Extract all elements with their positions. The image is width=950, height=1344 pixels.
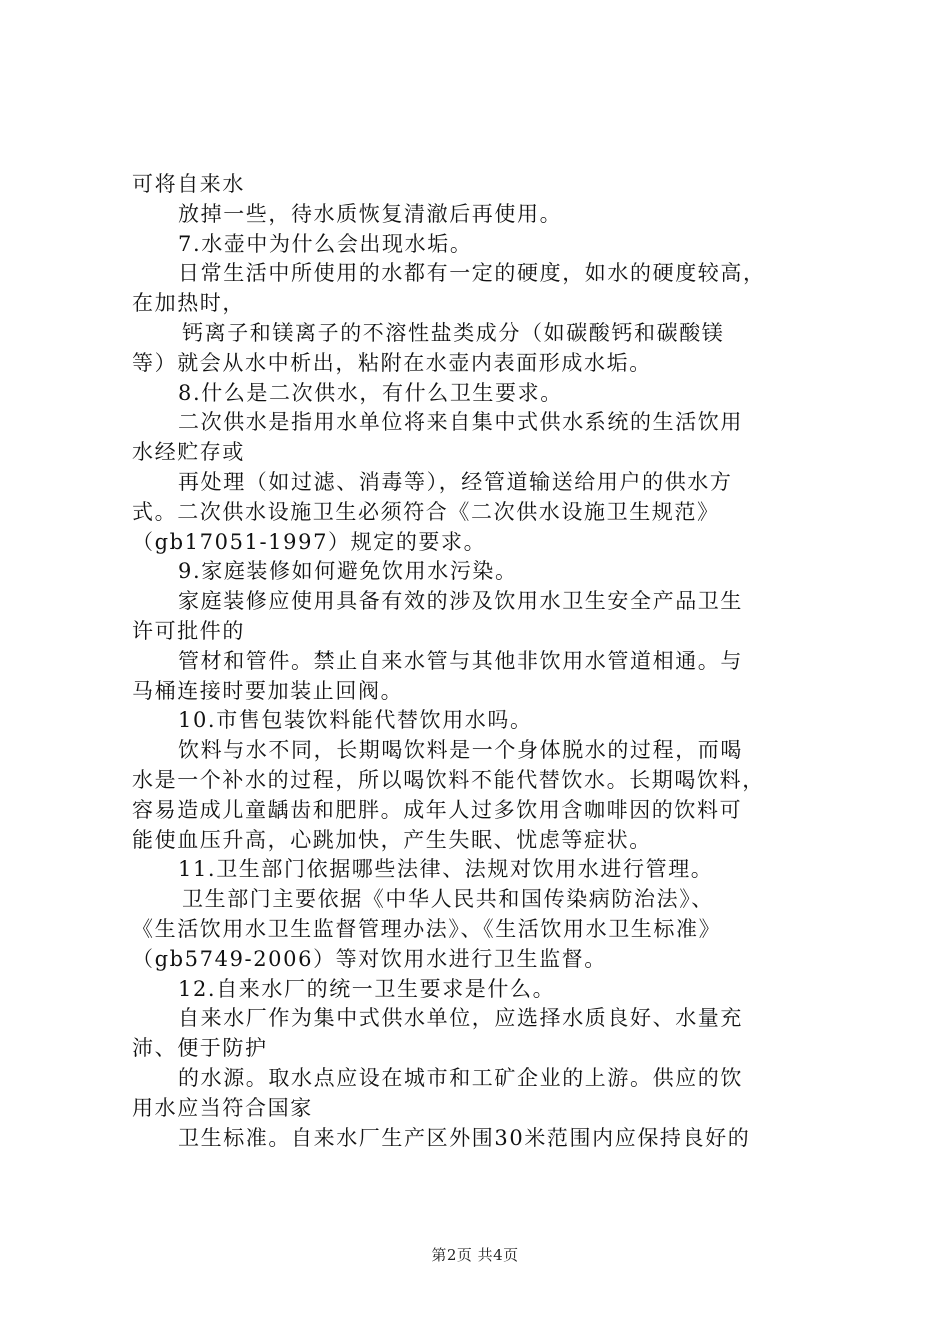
- text-line: 用水应当符合国家: [132, 1095, 313, 1120]
- question-heading: 8.什么是二次供水，有什么卫生要求。: [178, 380, 563, 405]
- text-line: 管材和管件。禁止自来水管与其他非饮用水管道相通。与: [178, 648, 743, 673]
- text-line: 等）就会从水中析出，粘附在水壶内表面形成水垢。: [132, 350, 652, 375]
- question-heading: 9.家庭装修如何避免饮用水污染。: [178, 559, 518, 584]
- text-line: 日常生活中所使用的水都有一定的硬度，如水的硬度较高，: [178, 261, 766, 286]
- question-heading: 7.水壶中为什么会出现水垢。: [178, 231, 473, 256]
- text-line: 钙离子和镁离子的不溶性盐类成分（如碳酸钙和碳酸镁: [182, 320, 725, 345]
- text-line: （gb5749-2006）等对饮用水进行卫生监督。: [132, 946, 607, 971]
- text-line: 家庭装修应使用具备有效的涉及饮用水卫生安全产品卫生: [178, 589, 743, 614]
- page-number-footer: 第2页 共4页: [431, 1246, 519, 1264]
- text-line: 水是一个补水的过程，所以喝饮料不能代替饮水。长期喝饮料，: [132, 767, 765, 792]
- text-line: 卫生部门主要依据《中华人民共和国传染病防治法》、: [182, 887, 714, 912]
- text-line: （gb17051-1997）规定的要求。: [132, 529, 487, 554]
- text-line: 可将自来水: [132, 172, 245, 196]
- text-line: 《生活饮用水卫生监督管理办法》、《生活饮用水卫生标准》: [132, 916, 722, 941]
- text-line: 许可批件的: [132, 618, 245, 643]
- text-line: 水经贮存或: [132, 440, 245, 465]
- text-line: 能使血压升高，心跳加快，产生失眠、忧虑等症状。: [132, 827, 652, 852]
- text-line: 在加热时，: [132, 291, 245, 316]
- text-line: 二次供水是指用水单位将来自集中式供水系统的生活饮用: [178, 410, 743, 435]
- question-heading: 10.市售包装饮料能代替饮用水吗。: [178, 708, 533, 733]
- text-line: 的水源。取水点应设在城市和工矿企业的上游。供应的饮: [178, 1065, 743, 1090]
- question-heading: 12.自来水厂的统一卫生要求是什么。: [178, 976, 556, 1001]
- text-line: 再处理（如过滤、消毒等），经管道输送给用户的供水方: [178, 469, 733, 494]
- text-line: 自来水厂作为集中式供水单位，应选择水质良好、水量充: [178, 1006, 743, 1031]
- text-line: 容易造成儿童龋齿和肥胖。成年人过多饮用含咖啡因的饮料可: [132, 797, 743, 822]
- text-line: 沛、便于防护: [132, 1036, 268, 1061]
- text-line: 饮料与水不同，长期喝饮料是一个身体脱水的过程，而喝: [178, 738, 743, 763]
- text-line: 式。二次供水设施卫生必须符合《二次供水设施卫生规范》: [132, 499, 720, 524]
- document-body: [132, 170, 832, 1153]
- question-heading: 11.卫生部门依据哪些法律、法规对饮用水进行管理。: [178, 857, 714, 882]
- text-line: 放掉一些，待水质恢复清澈后再使用。: [178, 201, 563, 226]
- text-line: 马桶连接时要加装止回阀。: [132, 678, 404, 703]
- text-line: 卫生标准。自来水厂生产区外围30米范围内应保持良好的: [178, 1125, 751, 1150]
